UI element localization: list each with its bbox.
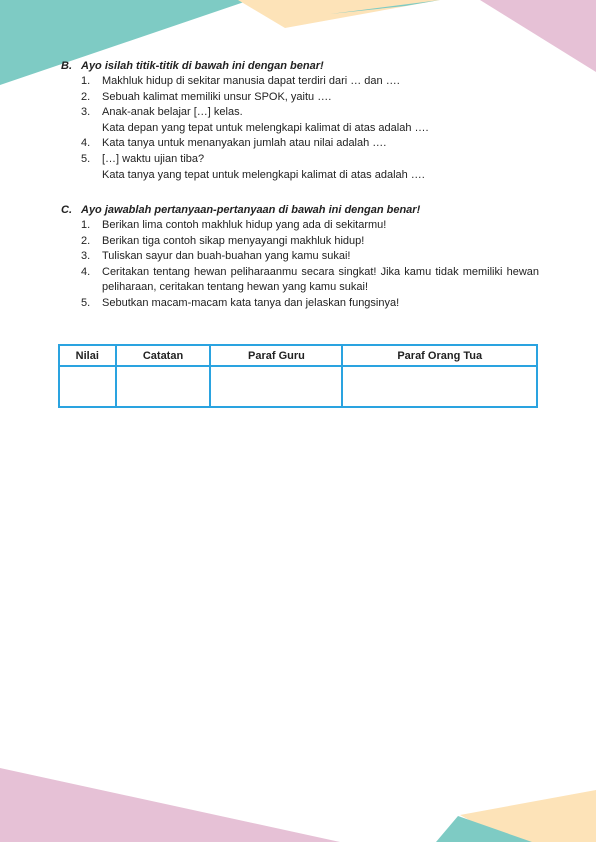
item-text: Ceritakan tentang hewan peliharaanmu secara singkat! Jika kamu tidak memiliki hewan peliharaan, ceritakan tentang hewan yang kamu sukai!: [102, 265, 539, 294]
header-catatan: Catatan: [116, 345, 211, 366]
item-text: Anak-anak belajar […] kelas.: [102, 106, 243, 119]
paraf-orang-tua-cell[interactable]: [342, 366, 537, 407]
item-number: 1.: [81, 219, 91, 231]
item-subtext: Kata tanya yang tepat untuk melengkapi kalimat di atas adalah ….: [102, 168, 425, 181]
list-item: [61, 74, 539, 90]
item-number: 3.: [81, 250, 91, 263]
item-number: 3.: [81, 106, 91, 119]
section-b: [61, 58, 539, 183]
section-c: [61, 202, 539, 312]
header-paraf-orang-tua: Paraf Orang Tua: [342, 345, 537, 366]
header-nilai: Nilai: [59, 345, 116, 366]
list-item: [61, 249, 539, 265]
section-b-heading: [61, 58, 539, 74]
item-number: 5.: [81, 152, 91, 165]
item-text: Tuliskan sayur dan buah-buahan yang kamu sukai!: [102, 250, 351, 263]
grade-table-header-row: [59, 345, 537, 366]
item-text: Makhluk hidup di sekitar manusia dapat terdiri dari … dan ….: [102, 75, 400, 87]
item-number: 4.: [81, 137, 91, 150]
item-number: 2.: [81, 234, 91, 247]
grade-table-input-row: [59, 366, 537, 407]
grade-table: [58, 344, 538, 408]
list-item: [61, 90, 539, 106]
item-number: 2.: [81, 90, 91, 103]
nilai-cell[interactable]: [59, 366, 116, 407]
item-subtext: Kata depan yang tepat untuk melengkapi kalimat di atas adalah ….: [102, 121, 429, 134]
item-number: 4.: [81, 265, 91, 278]
header-paraf-guru: Paraf Guru: [210, 345, 342, 366]
paraf-guru-cell[interactable]: [210, 366, 342, 407]
item-number: 5.: [81, 296, 91, 309]
section-c-title: Ayo jawablah pertanyaan-pertanyaan di bawah ini dengan benar!: [81, 204, 421, 216]
list-item: [61, 105, 539, 121]
section-c-letter: C.: [61, 204, 72, 216]
list-item: [61, 152, 539, 168]
item-text: Berikan tiga contoh sikap menyayangi makhluk hidup!: [102, 234, 365, 247]
section-b-letter: B.: [61, 60, 72, 72]
list-item: [61, 218, 539, 234]
item-text: Kata tanya untuk menanyakan jumlah atau nilai adalah ….: [102, 137, 387, 150]
list-item: [61, 234, 539, 250]
list-item: [61, 265, 539, 296]
item-text: Sebutkan macam-macam kata tanya dan jelaskan fungsinya!: [102, 296, 400, 309]
item-number: 1.: [81, 75, 91, 87]
catatan-cell[interactable]: [116, 366, 211, 407]
bottom-left-pink-shape: [0, 768, 340, 842]
list-item: [61, 296, 539, 312]
item-text: […] waktu ujian tiba?: [102, 152, 205, 165]
section-c-heading: [61, 202, 539, 218]
item-text: Sebuah kalimat memiliki unsur SPOK, yaitu ….: [102, 90, 332, 103]
section-b-title: Ayo isilah titik-titik di bawah ini dengan benar!: [81, 60, 324, 72]
list-item: [61, 136, 539, 152]
item-text: Berikan lima contoh makhluk hidup yang ada di sekitarmu!: [102, 219, 387, 231]
